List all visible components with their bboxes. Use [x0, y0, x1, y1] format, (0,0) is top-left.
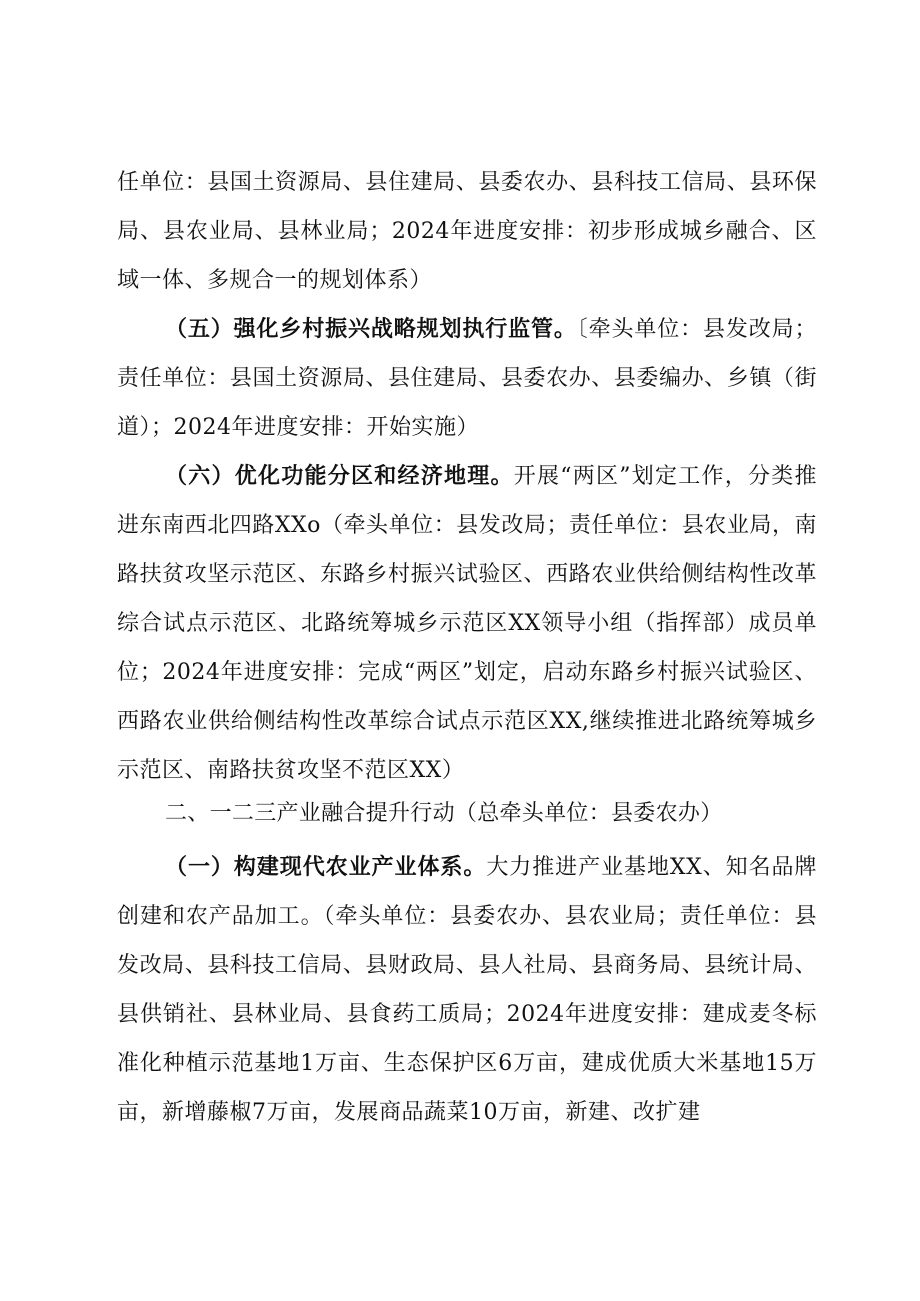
paragraph-section-five — [117, 305, 817, 452]
paragraph-subsection-one — [117, 843, 817, 1137]
section-five-body: 〔牵头单位：县发改局；责任单位：县国土资源局、县住建局、县委农办、县委编办、乡镇（街道）；2024年进度安排：开始实施） — [117, 317, 817, 440]
paragraph-responsible-units-continued — [117, 158, 817, 305]
section-six-title: （六）优化功能分区和经济地理。 — [165, 463, 514, 489]
paragraph-section-six — [117, 452, 817, 795]
section-five-title: （五）强化乡村振兴战略规划执行监管。 — [165, 316, 577, 342]
paragraph-text: 任单位：县国土资源局、县住建局、县委农办、县科技工信局、县环保局、县农业局、县林业局；2024年进度安排：初步形成城乡融合、区域一体、多规合一的规划体系） — [117, 170, 817, 293]
subsection-one-body: 大力推进产业基地XX、知名品牌创建和农产品加工。（牵头单位：县委农办、县农业局；责任单位：县发改局、县科技工信局、县财政局、县人社局、县商务局、县统计局、县供销社、县林业局、县食药工质局；2024年进度安排：建成麦冬标准化种植示范基地1万亩、生态保护区6万亩，建成优质大米基地15万亩，新增藤椒7万亩，发展商品蔬菜10万亩，新建、改扩建 — [117, 855, 817, 1125]
section-six-body: 开展“两区”划定工作，分类推进东南西北四路XXo（牵头单位：县发改局；责任单位：县农业局，南路扶贫攻坚示范区、东路乡村振兴试验区、西路农业供给侧结构性改革综合试点示范区、北路统筹城乡示范区XX领导小组（指挥部）成员单位；2024年进度安排：完成“两区”划定，启动东路乡村振兴试验区、西路农业供给侧结构性改革综合试点示范区XX,继续推进北路统筹城乡示范区、南路扶贫攻坚不范区XX） — [117, 464, 817, 783]
subsection-one-title: （一）构建现代农业产业体系。 — [165, 854, 487, 880]
section-heading-two: 二、一二三产业融合提升行动（总牵头单位：县委农办） — [165, 801, 723, 826]
